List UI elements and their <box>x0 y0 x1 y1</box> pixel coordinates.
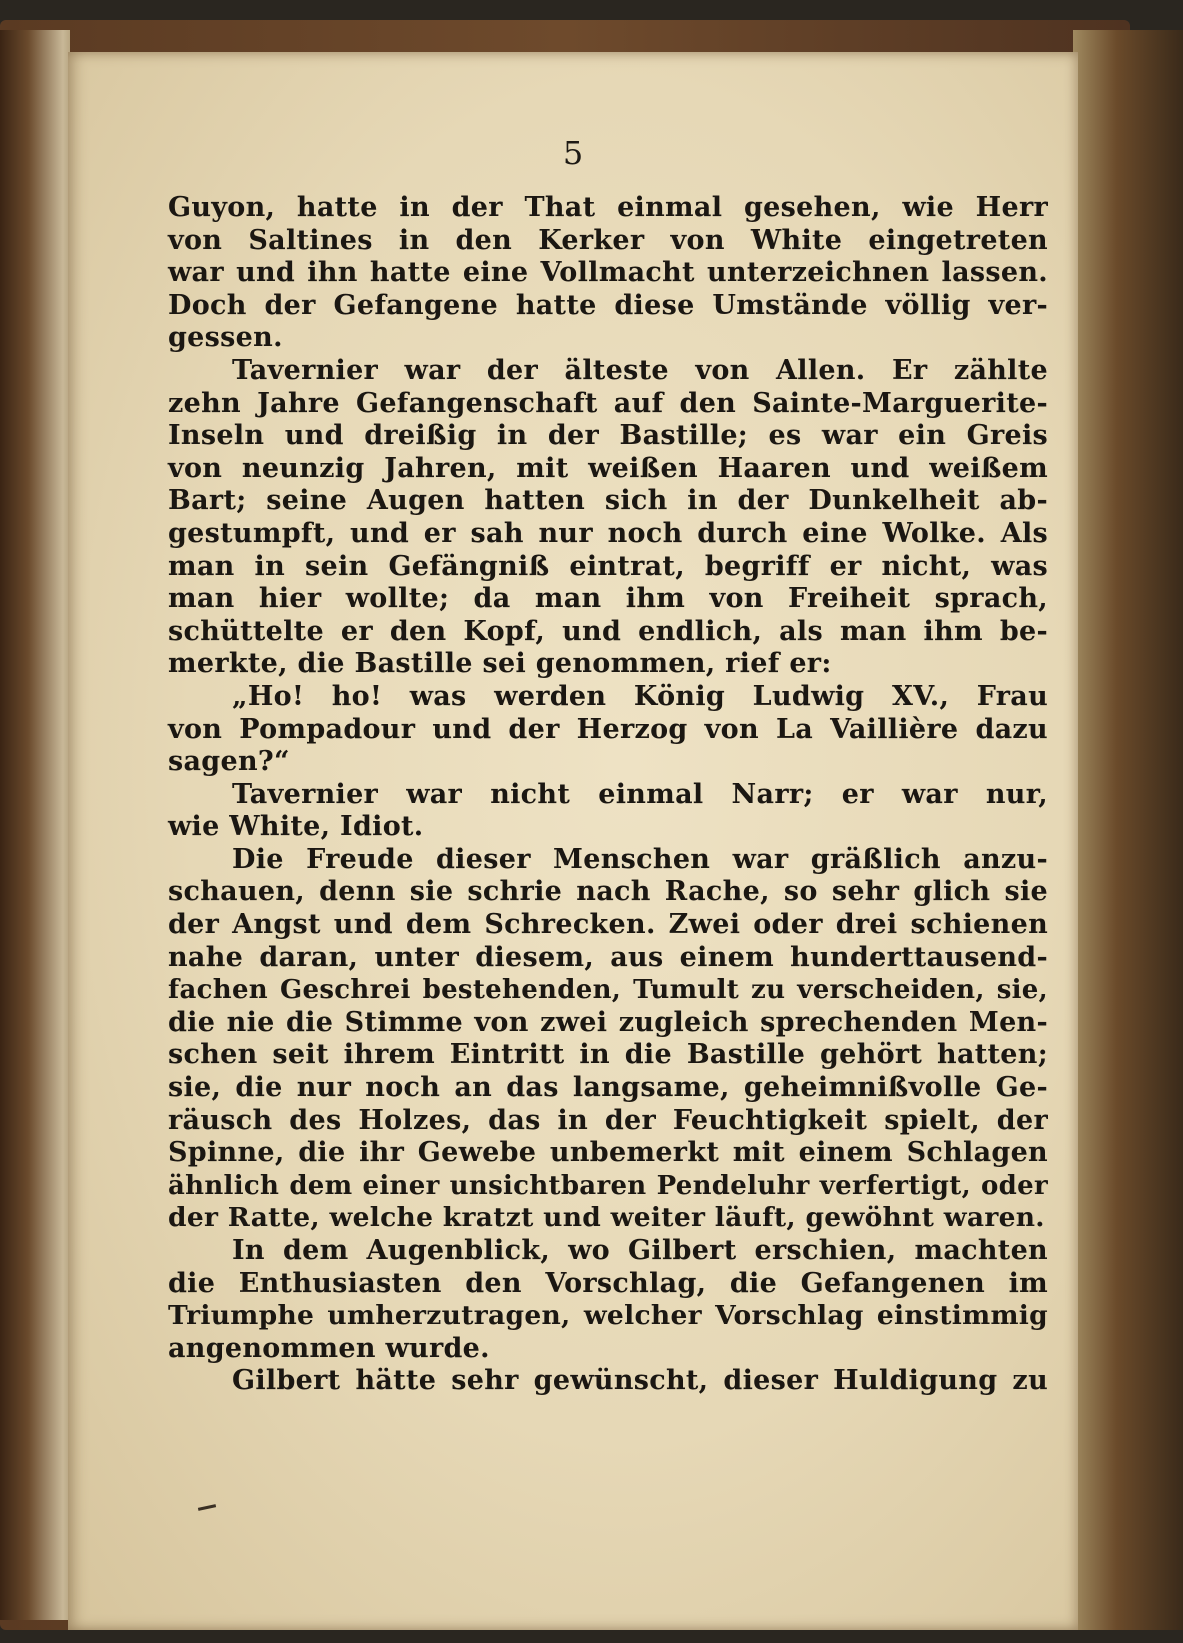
text-line: von Saltines in den Kerker von White eingetreten <box>168 224 1048 256</box>
text-line: gessen. <box>168 322 283 354</box>
text-line: von Pompadour und der Herzog von La Vaillière dazu <box>168 713 1048 745</box>
text-line: wie White, Idiot. <box>168 811 424 843</box>
page-number: 5 <box>562 134 584 172</box>
text-line: von neunzig Jahren, mit weißen Haaren und weißem <box>168 452 1048 484</box>
text-line: man hier wollte; da man ihm von Freiheit sprach, <box>168 583 1048 615</box>
text-line: merkte, die Bastille sei genommen, rief er: <box>168 648 832 680</box>
text-line: Triumphe umherzutragen, welcher Vorschlag einstimmig <box>168 1300 1048 1332</box>
text-line: zehn Jahre Gefangenschaft auf den Sainte-Marguerite- <box>168 387 1048 419</box>
text-line: Guyon, hatte in der That einmal gesehen, wie Herr <box>168 192 1048 223</box>
text-line: angenommen wurde. <box>168 1332 490 1364</box>
margin-mark <box>198 1504 216 1511</box>
text-line: nahe daran, unter diesem, aus einem hunderttausend- <box>168 941 1048 973</box>
text-line: Tavernier war nicht einmal Narr; er war nur, <box>232 778 1048 810</box>
text-line: räusch des Holzes, das in der Feuchtigkeit spielt, der <box>168 1104 1048 1136</box>
text-line: „Ho! ho! was werden König Ludwig XV., Frau <box>232 680 1048 712</box>
text-line: In dem Augenblick, wo Gilbert erschien, machten <box>232 1235 1048 1266</box>
book-page <box>68 52 1078 1630</box>
left-page-edge <box>0 30 70 1620</box>
text-line: Tavernier war der älteste von Allen. Er zählte <box>232 354 1048 386</box>
text-line: Doch der Gefangene hatte diese Umstände völlig ver- <box>168 289 1048 321</box>
text-line: Bart; seine Augen hatten sich in der Dunkelheit ab- <box>168 485 1048 517</box>
text-line: man in sein Gefängniß eintrat, begriff er nicht, was <box>168 550 1048 582</box>
text-line: Spinne, die ihr Gewebe unbemerkt mit einem Schlagen <box>168 1137 1048 1169</box>
right-page-edge <box>1073 30 1183 1630</box>
text-line: Gilbert hätte sehr gewünscht, dieser Huldigung zu <box>232 1365 1048 1397</box>
text-line: war und ihn hatte eine Vollmacht unterzeichnen lassen. <box>168 257 1048 289</box>
text-line: fachen Geschrei bestehenden, Tumult zu verscheiden, sie, <box>168 975 1048 1006</box>
text-line: der Angst und dem Schrecken. Zwei oder drei schienen <box>168 909 1048 941</box>
text-line: der Ratte, welche kratzt und weiter läuft, gewöhnt waren. <box>168 1202 1045 1234</box>
text-line: ähnlich dem einer unsichtbaren Pendeluhr verfertigt, oder <box>168 1170 1048 1201</box>
text-line: gestumpft, und er sah nur noch durch eine Wolke. Als <box>168 517 1048 549</box>
text-line: schüttelte er den Kopf, und endlich, als man ihm be- <box>168 615 1048 647</box>
text-line: die Enthusiasten den Vorschlag, die Gefangenen im <box>168 1267 1048 1299</box>
text-line: sie, die nur noch an das langsame, geheimnißvolle Ge- <box>168 1072 1048 1104</box>
text-line: Inseln und dreißig in der Bastille; es war ein Greis <box>168 420 1048 452</box>
text-line: schauen, denn sie schrie nach Rache, so sehr glich sie <box>168 876 1048 908</box>
text-line: Die Freude dieser Menschen war gräßlich anzu- <box>232 843 1048 875</box>
page-text <box>168 192 1048 1398</box>
text-line: schen seit ihrem Eintritt in die Bastille gehört hatten; <box>168 1039 1048 1071</box>
text-line: sagen?“ <box>168 746 290 778</box>
text-line: die nie die Stimme von zwei zugleich sprechenden Men- <box>168 1006 1048 1038</box>
